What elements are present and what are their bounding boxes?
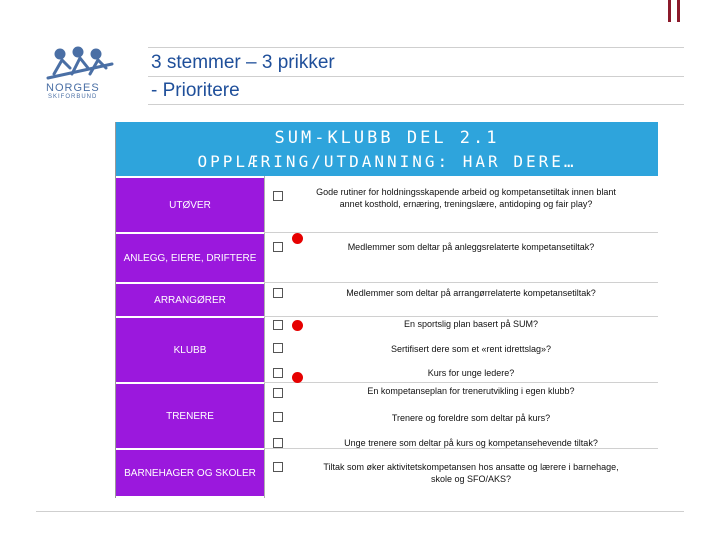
question-text: Tiltak som øker aktivitetskompetansen hos ansatte og lærere i barnehage, skole og SFO/AKS?: [323, 462, 619, 484]
checkbox-q5[interactable]: [273, 343, 283, 353]
vote-dot: [292, 233, 303, 244]
logo-text: NORGES: [46, 82, 100, 94]
role-barnehager: BARNEHAGER OG SKOLER: [116, 450, 264, 496]
corner-accent-bar: [677, 0, 680, 22]
role-arrangorer: ARRANGØRER: [116, 284, 264, 316]
page-title: 3 stemmer – 3 prikker: [151, 52, 335, 73]
question-text: En sportslig plan basert på SUM?: [403, 319, 539, 329]
question-text: Kurs for unge ledere?: [427, 368, 515, 378]
role-utover: UTØVER: [116, 178, 264, 232]
question-text: Medlemmer som deltar på anleggsrelaterte kompetansetiltak?: [347, 242, 595, 252]
question-text: Sertifisert dere som et «rent idrettslag»?: [390, 344, 552, 354]
row-divider: [264, 382, 658, 383]
title-rule-bottom: [148, 104, 684, 105]
corner-accent-bar: [668, 0, 671, 22]
logo-subtext: SKIFORBUND: [48, 94, 98, 100]
column-divider: [264, 176, 265, 498]
role-klubb: KLUBB: [116, 318, 264, 382]
row-divider: [264, 232, 658, 233]
checkbox-q4[interactable]: [273, 320, 283, 330]
question-text: Gode rutiner for holdningsskapende arbeid og kompetansetiltak innen blant annet kosthold, ernæring, treningslære, antidoping og fair play?: [316, 187, 616, 209]
sum-klubb-panel: [115, 122, 658, 498]
checkbox-q10[interactable]: [273, 462, 283, 472]
checkbox-q9[interactable]: [273, 438, 283, 448]
checkbox-q1[interactable]: [273, 191, 283, 201]
row-divider: [264, 282, 658, 283]
question-text: Unge trenere som deltar på kurs og kompetansehevende tiltak?: [344, 438, 598, 448]
checkbox-q3[interactable]: [273, 288, 283, 298]
banner-subtitle: OPPLÆRING/UTDANNING: HAR DERE…: [197, 152, 577, 171]
title-rule-top: [148, 47, 684, 48]
vote-dot: [292, 320, 303, 331]
checkbox-q6[interactable]: [273, 368, 283, 378]
role-trenere: TRENERE: [116, 384, 264, 448]
footer-rule: [36, 511, 684, 512]
question-text: Trenere og foreldre som deltar på kurs?: [391, 413, 551, 423]
banner-title: SUM-KLUBB DEL 2.1: [274, 128, 500, 148]
row-divider: [264, 316, 658, 317]
page-subtitle: - Prioritere: [151, 80, 240, 101]
question-text: En kompetanseplan for trenerutvikling i egen klubb?: [367, 386, 575, 396]
title-rule-middle: [148, 76, 684, 77]
panel-banner: [116, 122, 658, 176]
checkbox-q8[interactable]: [273, 412, 283, 422]
checkbox-q2[interactable]: [273, 242, 283, 252]
role-anlegg: ANLEGG, EIERE, DRIFTERE: [116, 234, 264, 282]
question-text: Medlemmer som deltar på arrangørrelaterte kompetansetiltak?: [346, 288, 596, 298]
vote-dot: [292, 372, 303, 383]
checkbox-q7[interactable]: [273, 388, 283, 398]
